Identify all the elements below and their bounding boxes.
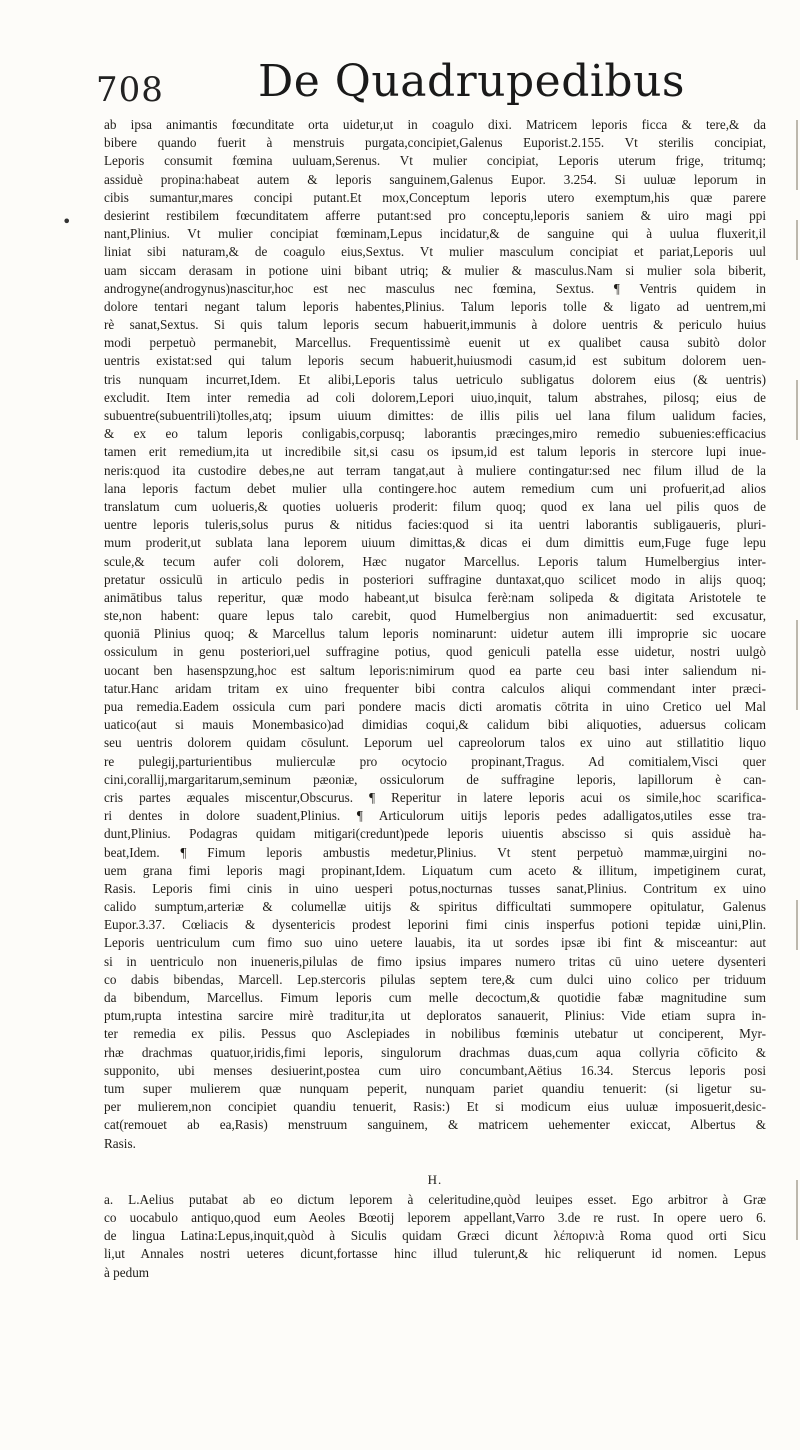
text-line: uam siccam derasam in potione uini bibant utriq; & mulier & masculus.Nam si mulier sola biberit, <box>104 262 766 278</box>
margin-bullet-mark: • <box>62 212 72 231</box>
text-line: seu uentris dolorem quidam cōsulunt. Leporum uel capreolorum talos ex uino aut stillatitio liquo <box>104 735 766 751</box>
text-line: dolore tentari negant talum leporis habentes,Plinius. Talum leporis tolle & ligato ad uentrem,mi <box>104 298 766 314</box>
text-line: cris partes æquales miscentur,Obscurus. ¶ Reperitur in latere leporis acui os simile,hoc scarifica- <box>104 789 766 805</box>
text-line: ste,non habent: quare lepus talo carebit, quod Humelbergius non animaduertit: sed excusatur, <box>104 608 766 624</box>
page-edge-mark <box>796 220 798 260</box>
page-edge-mark <box>796 620 798 710</box>
text-line: tatur.Hanc aridam tritam ex uino frequenter bibi contra calculos aliqui commendant inter præci- <box>104 680 766 696</box>
text-line: scule,& tecum aufer coli dolorem, Hæc nugator Marcellus. Leporis talum Humelbergius inter- <box>104 553 766 569</box>
page-edge-mark <box>796 120 798 190</box>
text-line: Rasis. Leporis fimi cinis in uino uesperi potus,nocturnas tusses sanat,Plinius. Contritum ex uino <box>104 880 766 896</box>
text-line: tris nunquam incurret,Idem. Et alibi,Leporis talus uetriculo subligatus dolorem eius (& uentris) <box>104 371 766 387</box>
text-line: uem grana fimi leporis magi propinant,Idem. Liquatum cum aceto & illitum, impetiginem curat, <box>104 862 766 878</box>
text-line: neris:quod ita custodire debes,ne aut terram tangat,aut à muliere contingatur:sed nec filum illud de la <box>104 462 766 478</box>
page-header <box>96 52 736 116</box>
text-line: calido sumptum,arteriæ & columellæ uitijs & spiritus difficultati summopere opitulatur, Galenus <box>104 899 766 915</box>
text-line: tum super mulierem quæ nunquam peperit, nunquam pariet quandiu tenuerit: (si ligetur su- <box>104 1080 766 1096</box>
text-line: quoniā Plinius quoq; & Marcellus talum leporis nominarunt: uidetur autem illi improprie sic uocare <box>104 626 766 642</box>
main-paragraph <box>104 116 766 1153</box>
text-line: uatico(aut si mauis Monembasico)ad dimidias coqui,& calidum bibi aliquoties, aduersus colicam <box>104 717 766 733</box>
text-line: cat(remouet ab ea,Rasis) menstruum sanguinem, & matricem uehementer exiccat, Albertus & <box>104 1117 766 1133</box>
text-line: androgyne(androgynus)nascitur,hoc est nec masculus nec fœmina, Sextus. ¶ Ventris quidem in <box>104 280 766 296</box>
text-line: da bibendum, Marcellus. Fimum leporis cum melle decoctum,& quotidie fabæ magnitudine sum <box>104 990 766 1005</box>
text-line: Eupor.3.37. Cœliacis & dysentericis prodest leporini fimi cinis insperfus potioni tepidæ uini,Plin. <box>104 917 766 933</box>
text-line: re pulegij,parturientibus mulierculæ pro ocytocio propinant,Tragus. Ad comitialem,Visci quer <box>104 753 766 769</box>
page-edge-mark <box>796 380 798 440</box>
text-line: co uocabulo antiquo,quod eum Aeoles Bœotij leporem appellant,Varro 3.de re rust. In opere uero 6. <box>104 1210 766 1226</box>
text-line: ri dentes in dolore suadent,Plinius. ¶ Articulorum uitijs leporis pedes adalligatos,utiles esse tra- <box>104 808 766 824</box>
page-number: 708 <box>96 70 164 110</box>
text-line: ptum,rupta intestina sarcire mirè traditur,ita ut deploratos sanauerit, Plinius: Vide etiam supra in- <box>104 1008 766 1024</box>
page-edge-mark <box>796 900 798 950</box>
text-line: Leporis uentriculum cum fimo suo uino uetere lauabis, ita ut sordes ipsæ ibi fint & misceantur: aut <box>104 935 766 951</box>
text-body <box>104 116 766 1282</box>
text-line: bibere quando fuerit à menstruis purgata,concipiet,Galenus Euporist.2.155. Vt sterilis concipiat, <box>104 135 766 151</box>
text-line: dunt,Plinius. Podagras quidam mitigari(credunt)pede leporis uiuentis abscisso si quis assiduè ha- <box>104 826 766 842</box>
text-line: cibis sumantur,mares concipi putant.Et mox,Conceptum leporis utero exemptum,his quæ parere <box>104 189 766 205</box>
text-line: co dabis bibendas, Marcell. Lep.stercoris pilulas septem tere,& cum dulci uino colico per triduum <box>104 971 766 987</box>
text-line: desierint restibilem fœcunditatem afferre putant:sed pro conceptu,leporis saniem & uiro magi ppi <box>104 207 766 223</box>
text-line: pretatur ossiculū in articulo pedis in posteriori suffragine duntaxat,quo scilicet modo in alijs quoq; <box>104 571 766 587</box>
text-line: cini,corallij,margaritarum,seminum pæoniæ, ossiculorum de suffragine leporis, lapillorum è can- <box>104 771 766 787</box>
text-line: liniat sibi naturam,& de coagulo eius,Sextus. Vt mulier masculum concipiat et pariat,Leporis uul <box>104 244 766 260</box>
text-line: subuentre(subuentrili)tolles,atq; ipsum uiuum dimittes: de illis pilis uel lana filum ualidum facies, <box>104 408 766 423</box>
text-line: uentre leporis tuleris,solus purus & nitidus facies:quod si ita uentri laborantis subligaueris, pluri- <box>104 517 766 533</box>
text-line: tamen erit remedium,ita ut incredibile sit,si casu os ipsum,id est talum leporis in stercore lupi inue- <box>104 444 766 460</box>
text-line: si in uentriculo non inueneris,pilulas de fimo ipsius impares numero tritas cū uino uetere dysenteri <box>104 953 766 969</box>
text-line: translatum cum uolueris,& quoties uolueris proderit: filum quoq; quod ex lana uel pilis quos de <box>104 498 766 514</box>
text-line: nant,Plinius. Vt mulier concipiat fœminam,Lepus incidatur,& de sanguine qui à uulua fluxerit,il <box>104 226 766 242</box>
section-heading: H. <box>427 1171 443 1187</box>
text-line: rè sanat,Sextus. Si quis talum leporis secum habuerit,immunis à dolore uentris & periculo huius <box>104 317 766 333</box>
text-line: uocant ben hasenspzung,hoc est saltum leporis:nimirum quod ea parte ceu basi inter saliendum ni- <box>104 662 766 678</box>
text-line: à pedum <box>104 1264 150 1280</box>
text-line: assiduè propina:habeat autem & leporis sanguinem,Galenus Eupor. 3.254. Si uuluæ leporum in <box>104 171 766 187</box>
text-line: beat,Idem. ¶ Fimum leporis ambustis medetur,Plinius. Vt stent perpetuò mammæ,uirgini no- <box>104 844 766 860</box>
text-line: ossiculum in genu posteriori,uel suffragine potius, quod geniculi patella esse uidetur, nostri uulgò <box>104 644 766 660</box>
text-line: pua remedia.Eadem ossicula cum pari pondere macis dicti aromatis cōtrita in uino Cretico uel Mal <box>104 699 766 714</box>
text-line: lana leporis factum debet mulier ulla contingere.hoc autem remedium cum uni profuerit,ad alios <box>104 480 766 496</box>
text-line: & ex eo talum leporis conligabis,corpusq; laborantis præcinges,miro remedio subuenies:efficacius <box>104 426 766 442</box>
text-line: animātibus talus reperitur, quæ modo habeant,ut bisulca ferè:nam solipeda & digitata Aristotele te <box>104 589 766 605</box>
text-line: ter remedia ex pilis. Pessus quo Asclepiades in nobilibus fœminis utebatur ut conciperent, Myr- <box>104 1026 766 1042</box>
text-line: mum proderit,ut sublata lana leporem uiuum dimittas,& dicas ei dum dimittis eum,Fuge fuge lepu <box>104 535 766 551</box>
text-line: li,ut Annales nostri ueteres dicunt,fortasse hinc illud tulerunt,& hic reliquerunt id nomen. Lepus <box>104 1246 766 1262</box>
section-paragraph <box>104 1191 766 1282</box>
text-line: uentris existat:sed qui talum leporis secum habuerit,huiusmodi casum,id est subitum dolorem uen- <box>104 353 766 369</box>
text-line: ab ipsa animantis fœcunditate orta uidetur,ut in coagulo dixi. Matricem leporis ficca & tere,& da <box>104 117 766 132</box>
text-line: rhæ drachmas quatuor,iridis,fimi leporis, singulorum drachmas duas,cum aqua collyria cōficito & <box>104 1044 766 1060</box>
text-line: Leporis consumit fœmina uuluam,Serenus. Vt mulier concipiat, Leporis uterum frige, tritumq; <box>104 153 766 169</box>
page-edge-mark <box>796 1180 798 1240</box>
text-line: a. L.Aelius putabat ab eo dictum leporem à celeritudine,quòd leuipes esset. Ego arbitror à Græ <box>104 1191 766 1207</box>
running-head: De Quadrupedibus <box>258 56 686 107</box>
text-line: modi perpetuò permanebit, Marcellus. Frequentissimè euenit ut ex qualibet causa subitò dolor <box>104 335 766 351</box>
text-line: excludit. Item inter remedia ad coli dolorem,Lepori uiuo,inquit, talum abstrahes, pilosq; eius de <box>104 389 766 405</box>
text-line: de lingua Latina:Lepus,inquit,quòd à Siculis quidam Græci dicunt λέποριν:à Roma quod orti Sicu <box>104 1228 766 1244</box>
text-line: Rasis. <box>104 1135 136 1151</box>
text-line: supponito, ubi menses desiuerint,postea cum uiro concumbant,Aëtius 16.34. Stercus leporis posi <box>104 1062 766 1078</box>
text-line: per mulierem,non concipiet quandiu tenuerit, Rasis:) Et si modicum eius uuluæ imposuerit,desic- <box>104 1099 766 1115</box>
